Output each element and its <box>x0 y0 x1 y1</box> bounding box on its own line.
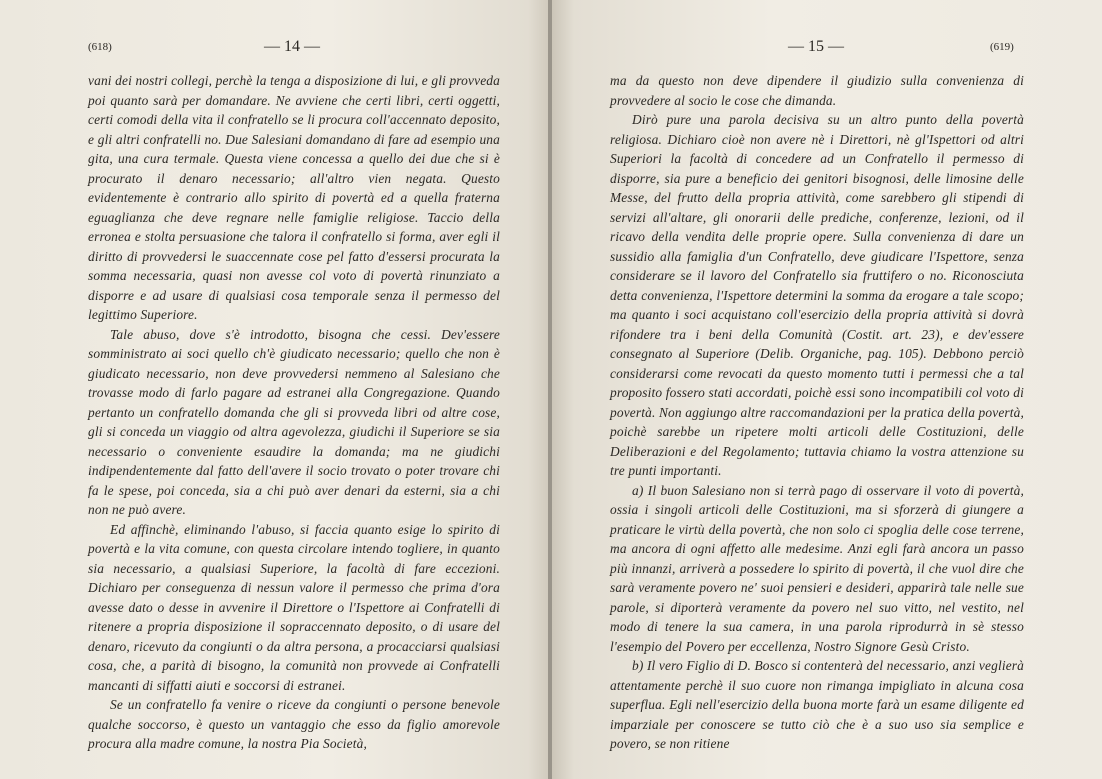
paragraph: Dirò pure una parola decisiva su un altro punto della povertà religiosa. Dichiaro cioè non avere nè i Direttori, nè gl'Ispettori od altri Superiori la facoltà di concedere ad un Confratello il permesso di disporre, sia pure a beneficio dei genitori bisognosi, delle limosine delle Messe, del frutto della propria attività, come sarebbero gli stipendi di servizi all'altare, gli onorarii delle prediche, conferenze, lezioni, od il ricavo della vendita delle proprie opere. Sulla convenienza di dare un sussidio alla famiglia d'un Confratello, deve giudicare l'Ispettore, senza considerare se il lavoro del Confratello sia fruttifero o no. Riconosciuta detta convenienza, l'Ispettore determini la somma da erogare a tale scopo; ma quanto i soci acquistano coll'esercizio della propria attività si dovrà rifondere tra i beni della Comunità (Costit. art. 23), e dev'essere consegnato al Superiore (Delib. Organiche, pag. 105). Debbono perciò considerarsi come revocati da questo momento tutti i permessi che a tal proposito fossero stati accordati, poichè essi sono incompatibili col voto di povertà. Non aggiungo altre raccomandazioni per la pratica della povertà, poichè sarebbe un ripetere molti articoli delle Costituzioni, delle Deliberazioni e del Regolamento; tuttavia chiamo la vostra attenzione su tre punti importanti. <box>610 112 1024 478</box>
left-page-number: — 14 — <box>264 38 320 55</box>
right-page-body <box>610 71 1024 754</box>
left-page <box>0 0 550 779</box>
paragraph: Se un confratello fa venire o riceve da congiunti o persone benevole qualche soccorso, è questo un vantaggio che esso da figlio amorevole procura alla madre comune, la nostra Pia Società, <box>88 697 500 751</box>
left-page-body <box>88 71 500 754</box>
paragraph: Ed affinchè, eliminando l'abuso, si faccia quanto esige lo spirito di povertà e la vita comune, con questa circolare intendo togliere, in quanto sia necessario, a qualsiasi Superiore, la facoltà di fare eccezioni. Dichiaro per conseguenza di nessun valore il permesso che prima d'ora avesse dato o desse in avvenire il Direttore o l'Ispettore ai Confratelli di ritenere a propria disposizione il sopraccennato deposito, o di usare del denaro, ricevuto da congiunti o da altra persona, a procacciarsi qualsiasi cosa, che, a parità di bisogno, la comunità non provvede ai Confratelli mancanti di siffatti aiuti e soccorsi di estranei. <box>88 521 500 693</box>
paragraph: vani dei nostri collegi, perchè la tenga a disposizione di lui, e gli provveda poi quanto sarà per domandare. Ne avviene che certi libri, certi oggetti, certi comodi della vita il confratello se li procura coll'accennato deposito, e gli altri confratelli no. Due Salesiani domandano di fare ad esempio una gita, una cura termale. Questa viene concessa a quello dei due che si è procurato il denaro necessario; all'altro vien negata. Questo evidentemente è contrario allo spirito di povertà ed a quella fraterna eguaglianza che deve regnare nelle famiglie religiose. Taccio della erronea e stolta persuasione che talora il confratello si forma, aver egli il diritto di provvedersi le suaccennate cose pel fatto d'essersi procurata la somma necessaria, quasi non avesse col voto di povertà rinunziato a disporre e ad usare di qualsiasi cosa temporale senza il permesso del legittimo Superiore. <box>88 73 500 322</box>
right-page <box>552 0 1102 779</box>
paragraph: ma da questo non deve dipendere il giudizio sulla convenienza di provvedere al socio le cose che dimanda. <box>610 73 1024 108</box>
left-page-side-number: (618) <box>88 41 112 53</box>
paragraph: a) Il buon Salesiano non si terrà pago di osservare il voto di povertà, ossia i singoli articoli delle Costituzioni, ma si sforzerà di giungere a praticare le virtù della povertà, che non solo ci spoglia delle cose terrene, ma ancora di ogni affetto alle medesime. Anzi egli farà ancora un passo più innanzi, arriverà a possedere lo spirito di povertà, il che vuol dire che sarà veramente povero ne' suoi pensieri e desideri, apparirà tale nelle sue parole, si diporterà veramente da povero nel suo vitto, nel vestito, nel modo di tenere la sua camera, in una parola riprodurrà in sè stesso l'esempio del Povero per eccellenza, Nostro Signore Gesù Cristo. <box>610 482 1024 654</box>
right-page-number: — 15 — <box>788 38 844 55</box>
right-page-side-number: (619) <box>990 41 1014 53</box>
paragraph: Tale abuso, dove s'è introdotto, bisogna che cessi. Dev'essere somministrato ai soci quello ch'è giudicato necessario; quello che non è giudicato necessario, non deve provvedersi nemmeno al Salesiano che trovasse modo di farlo pagare ad estranei alla Congregazione. Quando pertanto un confratello domanda che gli si provveda libri od altre cose, gli si conceda un viaggio od altra agevolezza, giudichi il Superiore se sia necessario o conveniente esaudire la domanda; ma ne giudichi indipendentemente dal fatto dell'avere il socio trovato o poter trovare chi fa le spese, poi conceda, sia a chi può aver denari da esterni, sia a chi non ne può avere. <box>88 326 500 517</box>
paragraph: b) Il vero Figlio di D. Bosco si contenterà del necessario, anzi veglierà attentamente perchè il suo cuore non rimanga impigliato in alcuna cosa superflua. Egli nell'esercizio della buona morte farà un esame diligente ed imparziale per conoscere se tutto ciò che è a suo uso sia semplice e povero, se non ritiene <box>610 658 1025 751</box>
